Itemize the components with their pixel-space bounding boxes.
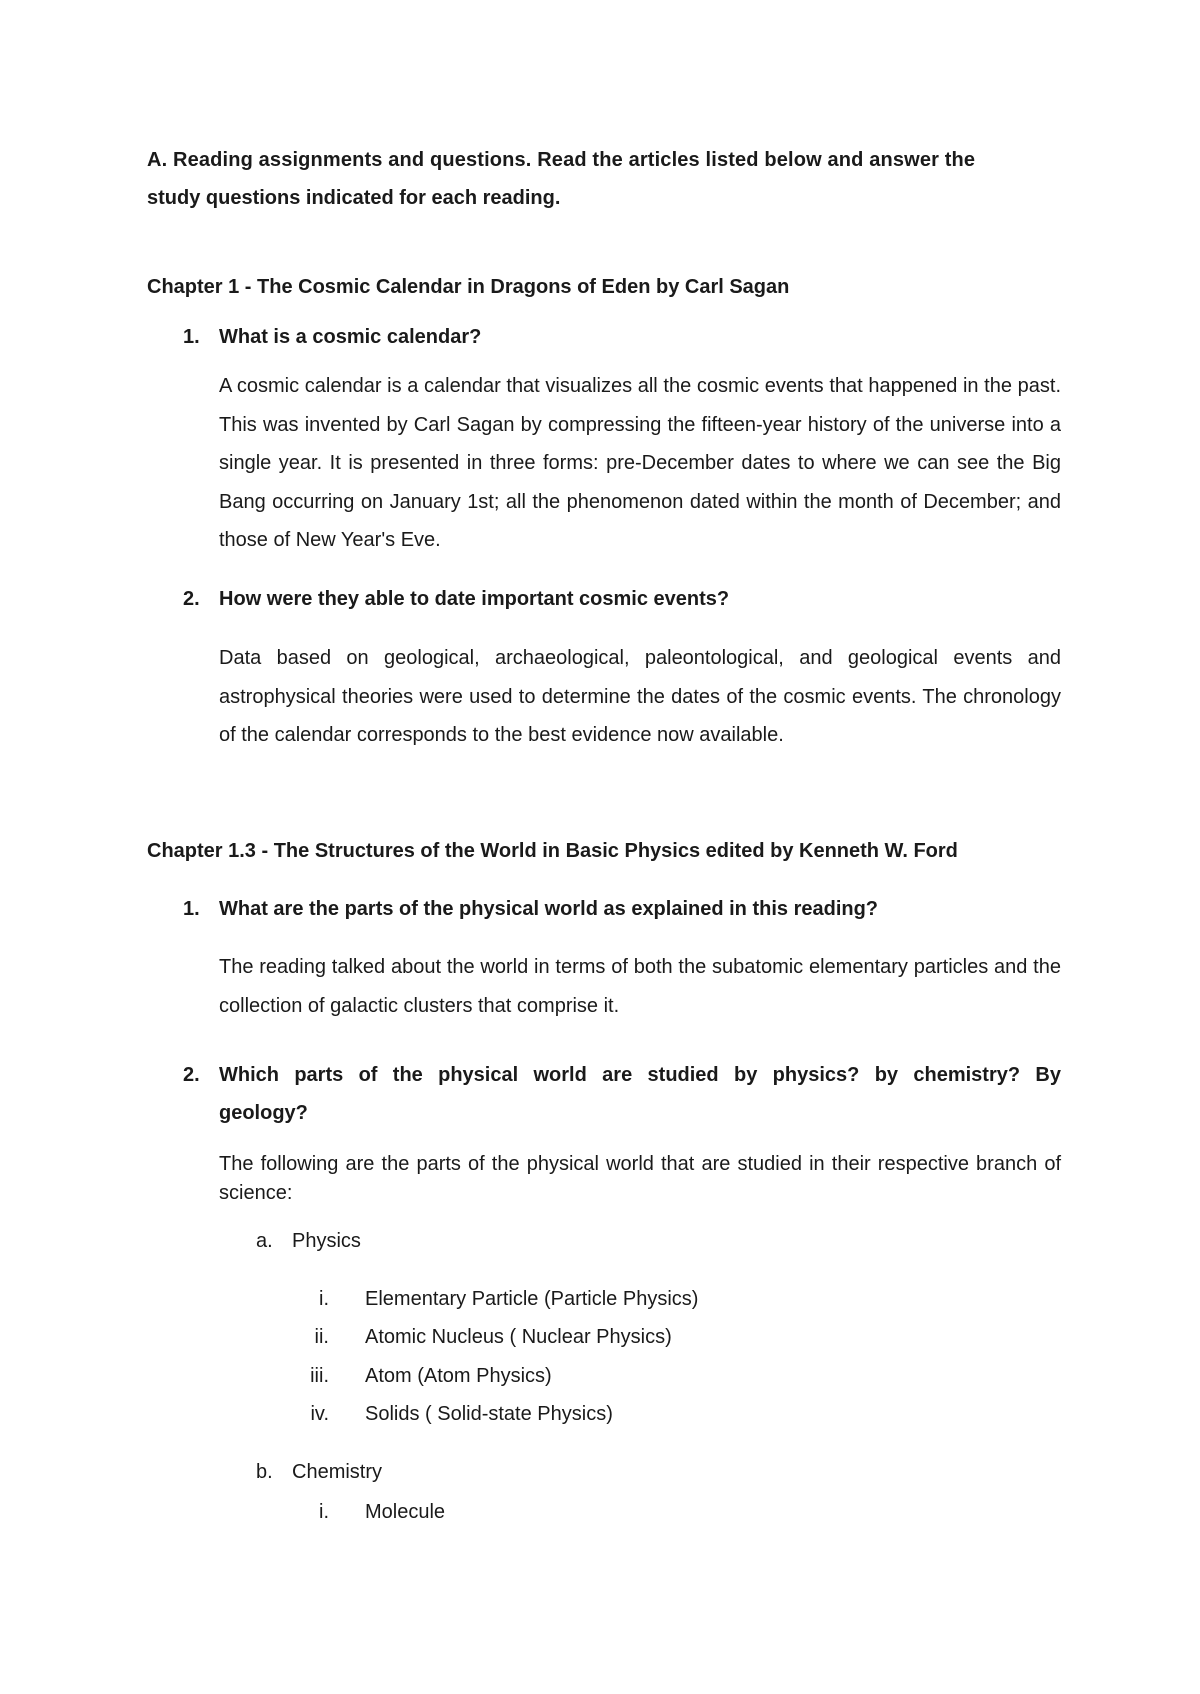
physics-item-2-text: Atomic Nucleus ( Nuclear Physics) xyxy=(365,1326,672,1348)
physics-item-3-marker: iii. xyxy=(310,1365,329,1387)
chapter-1-3-q2-answer: The following are the parts of the physical world that are studied in their respective branch of science: xyxy=(219,1153,1061,1204)
intro-line-2: study questions indicated for each reading. xyxy=(147,187,561,209)
physics-item-1-text: Elementary Particle (Particle Physics) xyxy=(365,1288,699,1310)
chemistry-item-1-text: Molecule xyxy=(365,1501,446,1523)
chapter-1-3-q2-question-line-1: Which parts of the physical world are studied by physics? by chemistry? By xyxy=(219,1064,1061,1086)
chapter-1-q1-question: What is a cosmic calendar? xyxy=(219,326,482,348)
chapter-1-3-q1-answer: The reading talked about the world in terms of both the subatomic elementary particles and the collection of galactic clusters that comprise it. xyxy=(219,956,1061,1017)
branch-b-marker: b. xyxy=(256,1461,273,1483)
chapter-1-3-q1-number: 1. xyxy=(183,898,200,920)
chapter-1-3-q2-number: 2. xyxy=(183,1064,200,1086)
chapter-1-3-q1-question: What are the parts of the physical world as explained in this reading? xyxy=(219,898,879,920)
physics-item-1-marker: i. xyxy=(319,1288,329,1310)
physics-item-3-text: Atom (Atom Physics) xyxy=(365,1365,552,1387)
chemistry-item-1-marker: i. xyxy=(319,1501,329,1523)
chapter-1-q1-answer: A cosmic calendar is a calendar that visualizes all the cosmic events that happened in the past. This was invented by Carl Sagan by compressing the fifteen-year history of the universe into a single year. It is presented in three forms: pre-December dates to where we can see the Big Bang occurring on January 1st; all the phenomenon dated within the month of December; and those of New Year's Eve. xyxy=(219,375,1061,551)
branch-a-marker: a. xyxy=(256,1230,273,1252)
chapter-1-3-q2-question-line-2: geology? xyxy=(219,1102,308,1124)
physics-item-4-marker: iv. xyxy=(310,1403,329,1425)
physics-item-2-marker: ii. xyxy=(314,1326,329,1348)
branch-b-label: Chemistry xyxy=(292,1461,383,1483)
chapter-1-heading: Chapter 1 - The Cosmic Calendar in Dragons of Eden by Carl Sagan xyxy=(147,276,790,298)
chapter-1-q2-question: How were they able to date important cosmic events? xyxy=(219,588,730,610)
physics-item-4-text: Solids ( Solid-state Physics) xyxy=(365,1403,613,1425)
chapter-1-q1-number: 1. xyxy=(183,326,200,348)
chapter-1-q2-answer: Data based on geological, archaeological, paleontological, and geological events and astrophysical theories were used to determine the dates of the cosmic events. The chronology of the calendar corresponds to the best evidence now available. xyxy=(219,647,1061,746)
intro-line-1: A. Reading assignments and questions. Read the articles listed below and answer the xyxy=(147,149,976,171)
chapter-1-3-heading: Chapter 1.3 - The Structures of the World in Basic Physics edited by Kenneth W. Ford xyxy=(147,840,958,862)
chapter-1-q2-number: 2. xyxy=(183,588,200,610)
branch-a-label: Physics xyxy=(292,1230,361,1252)
